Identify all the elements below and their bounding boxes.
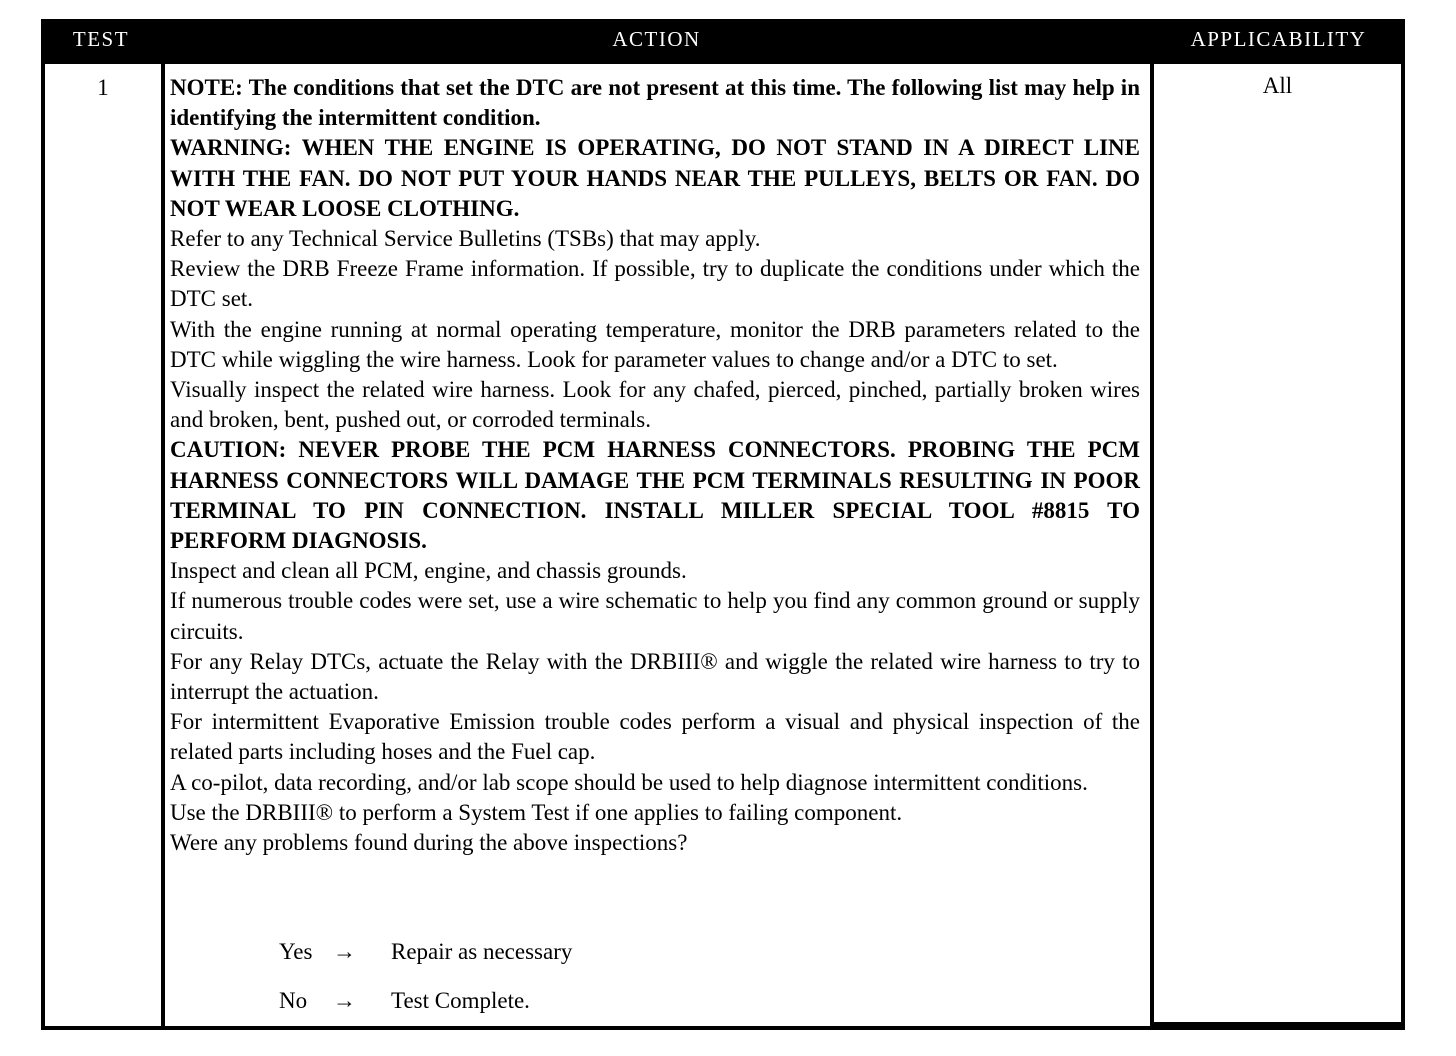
warning-text: WARNING: WHEN THE ENGINE IS OPERATING, DO NOT STAND IN A DIRECT LINE WITH THE FAN. DO NOT PUT YOUR HANDS NEAR THE PULLEYS, BELTS OR FAN. DO NOT WEAR LOOSE CLOTHING. [170,135,1140,221]
step-tsb: Refer to any Technical Service Bulletins (TSBs) that may apply. [170,226,761,252]
arrow-right-icon: → [333,988,356,1013]
diagnostic-test-table [41,19,1405,1030]
step-monitor-parameters: With the engine running at normal operating temperature, monitor the DRB parameters related to the DTC while wiggling the wire harness. Look for parameter values to change and/or a DTC to set. [170,316,1140,372]
action-text [170,73,1140,858]
step-system-test: Use the DRBIII® to perform a System Test if one applies to failing component. [170,799,903,825]
step-grounds: Inspect and clean all PCM, engine, and chassis grounds. [170,558,687,584]
answer-no [279,986,530,1016]
question-text: Were any problems found during the above inspections? [170,830,688,856]
arrow-right-icon: → [333,939,356,964]
header-applicability: APPLICABILITY [1190,27,1367,51]
action-cell [165,64,1150,1026]
applicability-cell [1154,64,1401,1022]
test-cell [45,64,161,1026]
header-action: ACTION [612,27,701,51]
step-evap: For intermittent Evaporative Emission trouble codes perform a visual and physical inspection of the related parts including hoses and the Fuel cap. [170,709,1140,765]
answer-yes [279,937,572,967]
step-relay: For any Relay DTCs, actuate the Relay with the DRBIII® and wiggle the related wire harness to try to interrupt the actuation. [170,648,1140,705]
answer-yes-result: Repair as necessary [391,939,573,964]
step-inspect-harness: Visually inspect the related wire harness. Look for any chafed, pierced, pinched, partially broken wires and broken, bent, pushed out, or corroded terminals. [170,377,1140,433]
answer-no-result: Test Complete. [391,988,530,1013]
caution-text: CAUTION: NEVER PROBE THE PCM HARNESS CONNECTORS. PROBING THE PCM HARNESS CONNECTORS WILL DAMAGE THE PCM TERMINALS RESULTING IN POOR TERMINAL TO PIN CONNECTION. INSTALL MILLER SPECIAL TOOL #8815 TO PERFORM DIAGNOSIS. [170,437,1140,554]
applicability-value: All [1262,73,1293,98]
answer-no-label: No [279,988,308,1013]
step-schematic: If numerous trouble codes were set, use a wire schematic to help you find any common ground or supply circuits. [170,588,1140,644]
note-text: NOTE: The conditions that set the DTC are not present at this time. The following list may help in identifying the intermittent condition. [170,75,1140,131]
header-test: TEST [72,27,130,51]
answer-yes-label: Yes [279,939,313,964]
step-freeze-frame: Review the DRB Freeze Frame information. If possible, try to duplicate the conditions under which the DTC set. [170,256,1140,312]
test-number: 1 [97,75,109,100]
step-copilot: A co-pilot, data recording, and/or lab scope should be used to help diagnose intermittent conditions. [170,769,1088,795]
